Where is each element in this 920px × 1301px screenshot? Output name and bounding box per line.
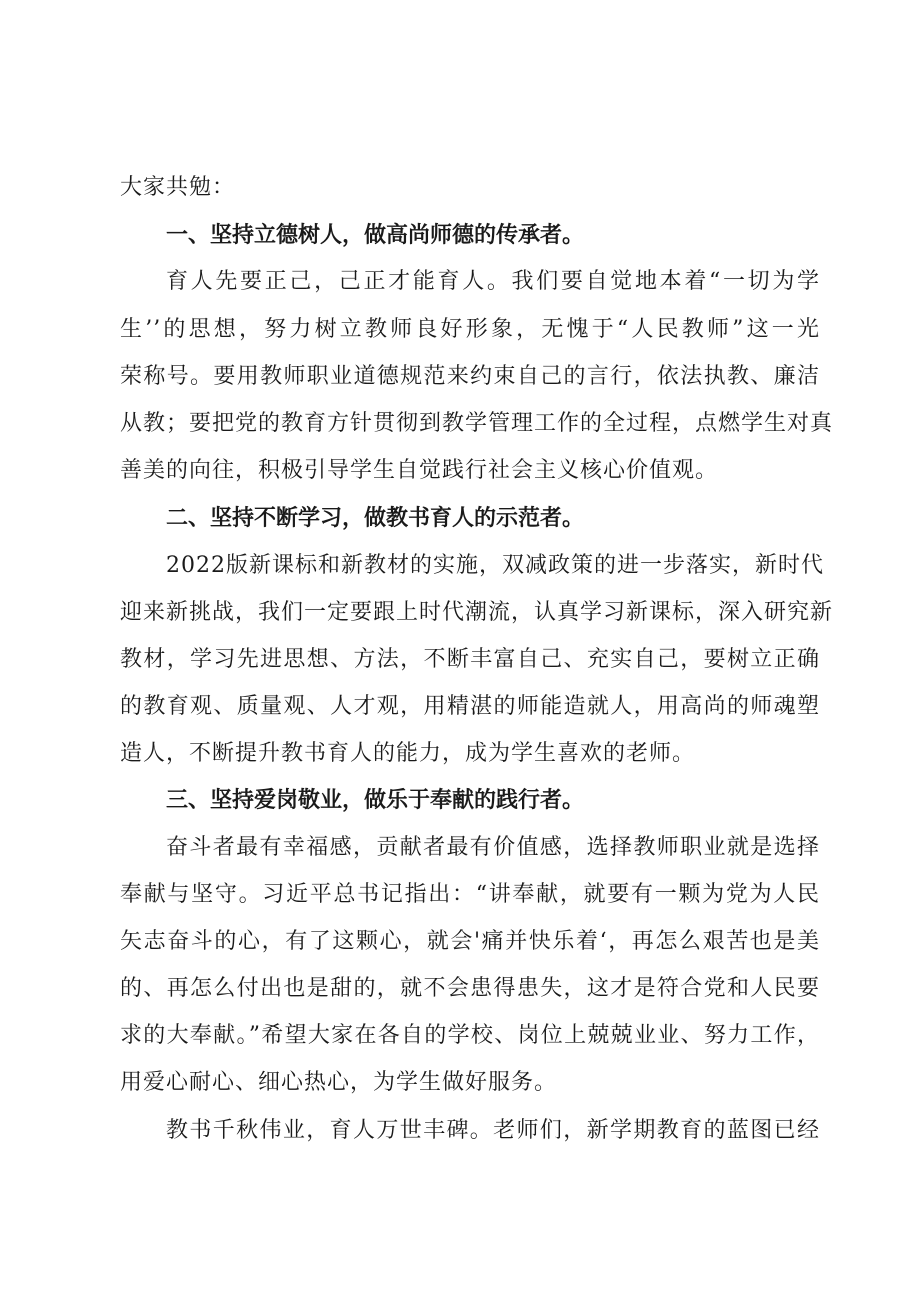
paragraph-line: 生’’的思想，努力树立教师良好形象，无愧于“人民教师”这一光 (120, 317, 820, 342)
paragraph-line: 矢志奋斗的心，有了这颗心，就会'痛并快乐着‘，再怎么艰苦也是美 (120, 929, 820, 954)
section-1-heading: 一、坚持立德树人，做高尚师德的传承者。 (166, 223, 585, 248)
paragraph-line: 教书千秋伟业，育人万世丰碑。老师们，新学期教育的蓝图已经 (166, 1118, 820, 1143)
paragraph-line: 育人先要正己，己正才能育人。我们要自觉地本着“一切为学 (166, 269, 820, 294)
section-3-heading: 三、坚持爱岗敬业，做乐于奉献的践行者。 (166, 788, 585, 813)
paragraph-line: 用爱心耐心、细心热心，为学生做好服务。 (120, 1070, 558, 1095)
paragraph-line: 的、再怎么付出也是甜的，就不会患得患失，这才是符合党和人民要 (120, 976, 820, 1001)
paragraph-line: 求的大奉献。”希望大家在各自的学校、岗位上兢兢业业、努力工作， (120, 1023, 820, 1048)
paragraph-line: 的教育观、质量观、人才观，用精湛的师能造就人，用高尚的师魂塑 (120, 694, 820, 719)
section-2-heading: 二、坚持不断学习，做教书育人的示范者。 (166, 506, 585, 531)
paragraph-line: 从教；要把党的教育方针贯彻到教学管理工作的全过程，点燃学生对真 (120, 411, 834, 436)
paragraph-line: 善美的向往，积极引导学生自觉践行社会主义核心价值观。 (120, 458, 719, 483)
paragraph-line: 迎来新挑战，我们一定要跟上时代潮流，认真学习新课标，深入研究新 (120, 600, 834, 625)
paragraph-line: 2022版新课标和新教材的实施，双减政策的进一步落实，新时代 (166, 553, 824, 578)
paragraph-line: 造人，不断提升教书育人的能力，成为学生喜欢的老师。 (120, 741, 696, 766)
paragraph-line: 荣称号。要用教师职业道德规范来约束自己的言行，依法执教、廉洁 (120, 364, 820, 389)
paragraph-line: 奉献与坚守。习近平总书记指出：“讲奉献，就要有一颗为党为人民 (120, 882, 820, 907)
opening-line: 大家共勉： (120, 175, 236, 200)
paragraph-line: 教材，学习先进思想、方法，不断丰富自己、充实自己，要树立正确 (120, 647, 820, 672)
paragraph-line: 奋斗者最有幸福感，贡献者最有价值感，选择教师职业就是选择 (166, 835, 820, 860)
